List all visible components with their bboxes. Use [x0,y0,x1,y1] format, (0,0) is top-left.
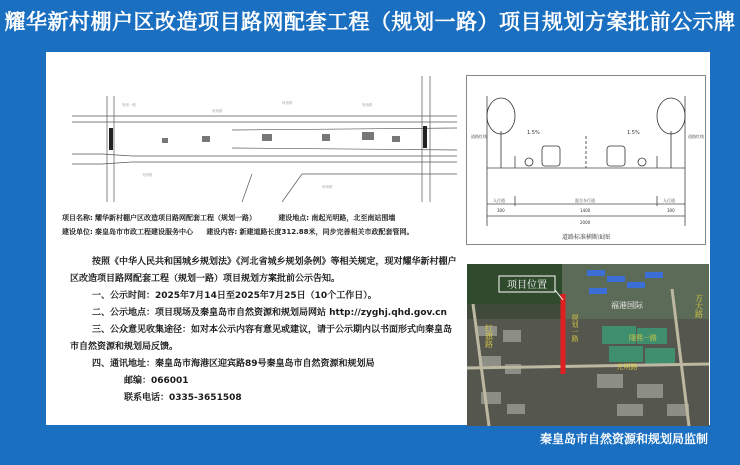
location-label: 建设地点: [278,214,310,222]
footer-credit: 秦皇岛市自然资源和规划局监制 [539,432,708,446]
right-redline-label: 道路红线 [688,134,704,139]
north-label: 福港国际 [611,301,643,310]
width-center: 1400 [580,208,591,213]
notice-text [70,254,458,407]
width-left: 300 [497,208,505,213]
width-right: 300 [667,208,675,213]
project-location-label: 项目位置 [507,280,547,291]
road-label: 规划一路 [571,314,579,342]
svg-text:规划一路: 规划一路 [122,103,136,107]
content: 新建道路长度312.88米，同步完善相关市政配套管网。 [239,228,414,236]
location: 南起光明路，北至南站围墙 [311,214,396,222]
project-name-label: 项目名称: [62,214,93,222]
mid-label: 隆熙一路 [629,334,657,342]
project-name: 耀华新村棚户区改造项目路网配套工程（规划一路） [95,214,257,222]
notice-intro: 按照《中华人民共和国城乡规划法》《河北省城乡规划条例》等相关规定，现对耀华新村棚户区改造项目路网配套工程（规划一路）项目规划方案批前公示告知。 [70,257,457,284]
svg-text:规划路: 规划路 [322,185,333,189]
slope-right-text: 1.5% [627,130,640,136]
content-label: 建设内容: [206,228,238,236]
notice-item-2: 二、公示地点：项目现场及秦皇岛市自然资源和规划局网站 http://zyghj.qhd.gov.cn [92,308,447,318]
dim-center-label: 混合车行道 [575,198,595,203]
east-label: 方大路 [694,294,704,318]
builder-label: 建设单位: [62,228,93,236]
width-total: 2000 [580,220,591,225]
notice-item-3: 三、公众意见收集途径：如对本公示内容有意见或建议，请于公示期内以书面形式向秦皇岛市自然资源和规划局反馈。 [70,325,453,352]
project-info [62,211,458,239]
cross-section-drawing [467,76,705,228]
page-title: 耀华新村棚户区改造项目路网配套工程（规划一路）项目规划方案批前公示牌 [4,10,736,34]
road-plan-drawing [62,76,458,202]
notice-item-1: 一、公示时间：2025年7月14日至2025年7月25日（10个工作日）。 [92,291,377,301]
svg-text:规划路: 规划路 [362,103,373,107]
slope-left-text: 1.5% [527,130,540,136]
builder: 秦皇岛市市政工程建设服务中心 [95,228,194,236]
cross-section [466,75,706,245]
dim-left-label: 人行道 [493,198,505,203]
south-label: 光明路 [616,363,638,371]
svg-text:规划路: 规划路 [282,101,293,105]
aerial-map [467,264,709,426]
notice-item-4: 四、通讯地址：秦皇岛市海港区迎宾路89号秦皇岛市自然资源和规划局 [92,359,375,369]
svg-text:光明路: 光明路 [142,173,153,177]
cross-section-caption: 道路标准横断面图 [561,234,610,241]
phone: 联系电话：0335-3651508 [124,393,242,403]
postcode: 邮编：066001 [124,376,189,386]
dim-right-label: 人行道 [663,198,675,203]
left-redline-label: 道路红线 [471,134,487,139]
svg-text:规划路: 规划路 [212,109,223,113]
west-label: 红旗路 [484,324,494,348]
